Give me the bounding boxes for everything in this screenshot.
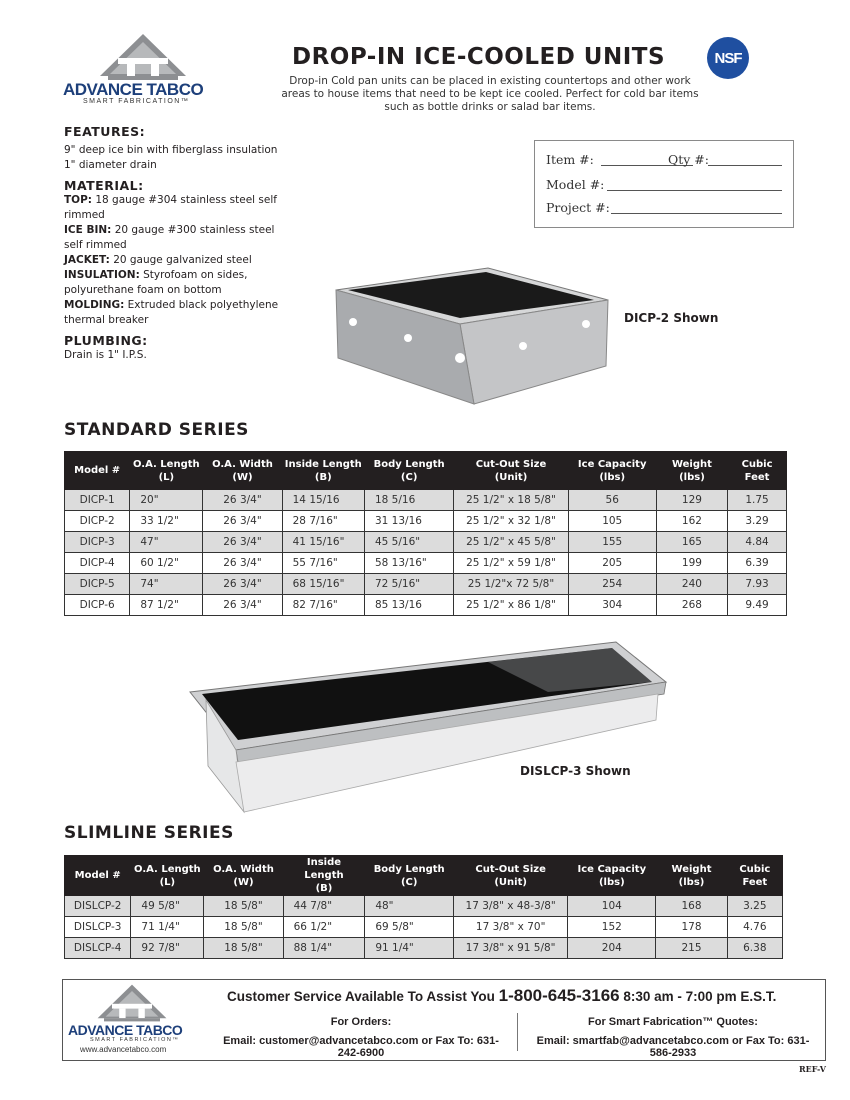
service-text: Customer Service Available To Assist You <box>227 989 495 1004</box>
table-cell: 28 7/16" <box>282 511 364 532</box>
table-header-row <box>65 452 787 490</box>
table-cell: 152 <box>568 917 656 938</box>
table-cell: 6.39 <box>728 553 787 574</box>
page-description: Drop-in Cold pan units can be placed in existing countertops and other work areas to house items that need to be kept ice cooled. Perfect for cold bar items such as bottle drinks or salad bar items. <box>281 75 699 113</box>
table-cell: 205 <box>568 553 656 574</box>
material-heading: MATERIAL: <box>64 178 144 193</box>
table-cell: 25 1/2" x 32 1/8" <box>454 511 568 532</box>
table-cell: 26 3/4" <box>203 532 282 553</box>
material-item: ICE BIN: 20 gauge #300 stainless steel self rimmed <box>64 224 275 251</box>
table-cell: 88 1/4" <box>283 938 365 959</box>
footer-brand-tagline: SMART FABRICATION™ <box>90 1037 180 1043</box>
table-row <box>65 917 783 938</box>
dislcp-caption: DISLCP-3 Shown <box>520 764 631 778</box>
table-cell: 26 3/4" <box>203 574 282 595</box>
material-item: MOLDING: Extruded black polyethylene thermal breaker <box>64 299 279 326</box>
table-cell: DISLCP-3 <box>65 917 131 938</box>
table-cell: 26 3/4" <box>203 490 282 511</box>
website-link[interactable]: www.advancetabco.com <box>80 1045 167 1054</box>
model-field[interactable] <box>607 190 782 191</box>
table-cell: 48" <box>365 896 454 917</box>
table-cell: 4.76 <box>727 917 782 938</box>
customer-service-line <box>227 986 776 1006</box>
table-cell: DICP-3 <box>65 532 130 553</box>
table-cell: 25 1/2" x 45 5/8" <box>454 532 568 553</box>
table-cell: 18 5/8" <box>204 938 283 959</box>
table-cell: 33 1/2" <box>130 511 203 532</box>
table-cell: 31 13/16 <box>364 511 453 532</box>
table-cell: 254 <box>568 574 656 595</box>
footer-brand-name: ADVANCE TABCO <box>68 1022 183 1038</box>
orders-contact[interactable]: Email: customer@advancetabco.com or Fax To: 631-242-6900 <box>223 1035 499 1059</box>
table-cell: 215 <box>656 938 727 959</box>
column-header: Inside Length (B) <box>283 856 365 896</box>
table-cell: 199 <box>656 553 727 574</box>
table-cell: 3.29 <box>728 511 787 532</box>
qty-label: Qty #: <box>668 152 709 167</box>
table-cell: 240 <box>656 574 727 595</box>
table-header-row <box>65 856 783 896</box>
feature-item: 9" deep ice bin with fiberglass insulation <box>64 144 278 156</box>
table-cell: 60 1/2" <box>130 553 203 574</box>
nsf-badge: NSF <box>707 37 749 79</box>
table-row <box>65 574 787 595</box>
slimline-series-title: SLIMLINE SERIES <box>64 823 234 843</box>
table-cell: DICP-4 <box>65 553 130 574</box>
quotes-contact[interactable]: Email: smartfab@advancetabco.com or Fax To: 631-586-2933 <box>536 1035 810 1059</box>
column-header: Weight (lbs) <box>656 452 727 490</box>
table-row <box>65 938 783 959</box>
table-cell: 85 13/16 <box>364 595 453 616</box>
table-cell: 4.84 <box>728 532 787 553</box>
table-cell: 18 5/8" <box>204 896 283 917</box>
table-cell: 104 <box>568 896 656 917</box>
table-cell: DISLCP-2 <box>65 896 131 917</box>
column-header: Weight (lbs) <box>656 856 727 896</box>
material-item: JACKET: 20 gauge galvanized steel <box>64 254 252 266</box>
table-cell: 66 1/2" <box>283 917 365 938</box>
table-cell: 25 1/2"x 72 5/8" <box>454 574 568 595</box>
dicp-caption: DICP-2 Shown <box>624 311 719 325</box>
table-cell: 268 <box>656 595 727 616</box>
item-info-box <box>534 140 794 228</box>
table-row <box>65 896 783 917</box>
plumbing-heading: PLUMBING: <box>64 333 148 348</box>
table-row <box>65 553 787 574</box>
qty-field[interactable] <box>708 165 782 166</box>
table-cell: 162 <box>656 511 727 532</box>
specs-panel <box>64 124 284 363</box>
quotes-label: For Smart Fabrication™ Quotes: <box>588 1016 758 1028</box>
project-label: Project #: <box>546 200 610 215</box>
column-header: Cut-Out Size (Unit) <box>454 452 568 490</box>
table-cell: 178 <box>656 917 727 938</box>
dicp-product-image <box>318 262 614 408</box>
table-cell: 72 5/16" <box>364 574 453 595</box>
dislcp-product-image <box>188 636 668 814</box>
features-heading: FEATURES: <box>64 124 146 139</box>
standard-series-table <box>64 451 787 616</box>
table-cell: DISLCP-4 <box>65 938 131 959</box>
table-cell: 9.49 <box>728 595 787 616</box>
column-header: O.A. Length (L) <box>131 856 204 896</box>
table-cell: 17 3/8" x 48-3/8" <box>454 896 568 917</box>
table-row <box>65 532 787 553</box>
table-cell: DICP-1 <box>65 490 130 511</box>
brand-name: ADVANCE TABCO <box>63 80 204 99</box>
orders-label: For Orders: <box>330 1016 392 1028</box>
table-row <box>65 490 787 511</box>
column-header: Body Length (C) <box>365 856 454 896</box>
column-header: Body Length (C) <box>364 452 453 490</box>
project-field[interactable] <box>611 213 782 214</box>
table-cell: 26 3/4" <box>203 595 282 616</box>
column-header: Ice Capacity (lbs) <box>568 856 656 896</box>
table-cell: 304 <box>568 595 656 616</box>
material-item: INSULATION: Styrofoam on sides, polyurethane foam on bottom <box>64 269 248 296</box>
advance-tabco-footer-logo-icon <box>80 983 184 1023</box>
table-cell: 49 5/8" <box>131 896 204 917</box>
table-cell: 105 <box>568 511 656 532</box>
table-cell: 17 3/8" x 91 5/8" <box>454 938 568 959</box>
table-cell: 58 13/16" <box>364 553 453 574</box>
brand-tagline: SMART FABRICATION™ <box>83 98 190 105</box>
table-cell: 7.93 <box>728 574 787 595</box>
column-header: O.A. Width (W) <box>203 452 282 490</box>
table-cell: 91 1/4" <box>365 938 454 959</box>
table-cell: 3.25 <box>727 896 782 917</box>
column-header: O.A. Length (L) <box>130 452 203 490</box>
phone-number[interactable]: 1-800-645-3166 <box>498 986 620 1005</box>
material-item: TOP: 18 gauge #304 stainless steel self rimmed <box>64 194 277 221</box>
table-cell: 165 <box>656 532 727 553</box>
table-row <box>65 511 787 532</box>
table-cell: 68 15/16" <box>282 574 364 595</box>
column-header: Cubic Feet <box>728 452 787 490</box>
table-cell: 14 15/16 <box>282 490 364 511</box>
table-cell: 1.75 <box>728 490 787 511</box>
table-cell: 168 <box>656 896 727 917</box>
service-hours: 8:30 am - 7:00 pm E.S.T. <box>623 989 777 1004</box>
table-cell: 55 7/16" <box>282 553 364 574</box>
table-cell: DICP-2 <box>65 511 130 532</box>
feature-item: 1" diameter drain <box>64 159 157 171</box>
table-cell: 82 7/16" <box>282 595 364 616</box>
table-cell: 129 <box>656 490 727 511</box>
table-cell: 25 1/2" x 59 1/8" <box>454 553 568 574</box>
table-cell: 25 1/2" x 86 1/8" <box>454 595 568 616</box>
page-title: DROP-IN ICE-COOLED UNITS <box>292 44 666 70</box>
advance-tabco-logo-icon <box>78 32 208 82</box>
table-cell: 6.38 <box>727 938 782 959</box>
table-cell: 25 1/2" x 18 5/8" <box>454 490 568 511</box>
table-cell: 71 1/4" <box>131 917 204 938</box>
table-cell: 87 1/2" <box>130 595 203 616</box>
slimline-series-table <box>64 855 783 959</box>
model-label: Model #: <box>546 177 605 192</box>
table-cell: 44 7/8" <box>283 896 365 917</box>
table-cell: 45 5/16" <box>364 532 453 553</box>
plumbing-text: Drain is 1" I.P.S. <box>64 349 147 361</box>
column-header: Ice Capacity (lbs) <box>568 452 656 490</box>
item-label: Item #: <box>546 152 594 167</box>
table-cell: 47" <box>130 532 203 553</box>
column-header: O.A. Width (W) <box>204 856 283 896</box>
table-cell: 204 <box>568 938 656 959</box>
column-header: Cut-Out Size (Unit) <box>454 856 568 896</box>
table-cell: 69 5/8" <box>365 917 454 938</box>
table-cell: 20" <box>130 490 203 511</box>
column-header: Cubic Feet <box>727 856 782 896</box>
column-header: Inside Length (B) <box>282 452 364 490</box>
table-cell: DICP-5 <box>65 574 130 595</box>
table-cell: 26 3/4" <box>203 553 282 574</box>
column-header: Model # <box>65 856 131 896</box>
table-cell: 26 3/4" <box>203 511 282 532</box>
table-row <box>65 595 787 616</box>
standard-series-title: STANDARD SERIES <box>64 420 249 440</box>
table-cell: 17 3/8" x 70" <box>454 917 568 938</box>
table-cell: 18 5/16 <box>364 490 453 511</box>
table-cell: DICP-6 <box>65 595 130 616</box>
footer-divider <box>517 1013 518 1051</box>
table-cell: 92 7/8" <box>131 938 204 959</box>
table-cell: 74" <box>130 574 203 595</box>
ref-code: REF-V <box>798 1064 826 1074</box>
column-header: Model # <box>65 452 130 490</box>
table-cell: 41 15/16" <box>282 532 364 553</box>
table-cell: 155 <box>568 532 656 553</box>
table-cell: 56 <box>568 490 656 511</box>
table-cell: 18 5/8" <box>204 917 283 938</box>
